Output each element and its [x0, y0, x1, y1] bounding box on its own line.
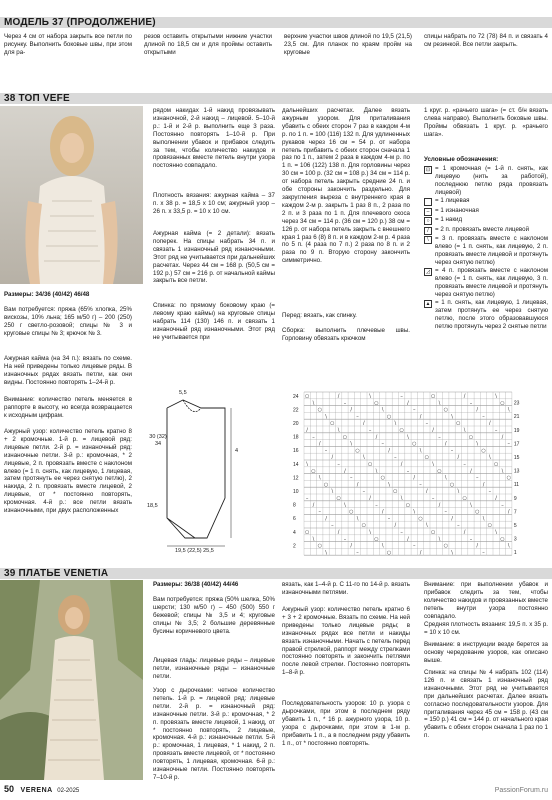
sec39-col4-p3: Внимание: в инструкции везде берется за основу чередование узоров, как описано выше. — [424, 641, 548, 664]
chart-symbol: – — [438, 434, 441, 441]
chart-symbol: \ — [394, 420, 397, 427]
chart-symbol: – — [457, 522, 460, 529]
chart-symbol: / — [369, 495, 371, 502]
knit-symbol — [424, 198, 432, 206]
chart-symbol: – — [343, 400, 347, 407]
legend-item: ⊡ = 1 кромочная (= 1-й п. снять, как лицевую (нить за работой), последнюю петлю ряда провязать лицевой) — [425, 164, 548, 196]
chart-symbol: – — [375, 502, 378, 509]
chart-symbol: \ — [507, 543, 510, 550]
chart-symbol: / — [331, 454, 334, 461]
chart-symbol: / — [444, 441, 447, 448]
chart-symbol: \ — [375, 468, 378, 475]
section-38-bar — [0, 93, 552, 104]
purl-symbol: – — [424, 208, 432, 216]
sec38-col1-p3: Внимание: количество петель меняется в раппорте в высоту, но всегда возвращается к исходным цифрам. — [4, 396, 132, 419]
sec38-col4-p1: 1 круг. р. «рачьего шага» (= ст. б/н вязать слева направо). Выполнить боковые швы. Проймы обвязать 1 круг. р. «рачьего шага». — [424, 107, 548, 138]
chart-symbol: \ — [344, 502, 346, 509]
chart-symbol: \ — [444, 475, 447, 482]
sec38-col3-p3: Сборка: выполнить плечевые швы. Горловину обвязать крючком — [282, 327, 410, 342]
chart-symbol: – — [482, 549, 485, 556]
chart-symbol: / — [318, 441, 321, 448]
chart-symbol: / — [344, 468, 346, 475]
chart-symbol: / — [407, 400, 409, 407]
chart-symbol: / — [476, 407, 479, 414]
chart-row-label: 18 — [293, 434, 299, 441]
sec39-col2-p3: Узор с дырочками: четное количество петель. 1-й р. = лицевой ряд: лицевые петли. 2-й р. = изнаночный ряд: изнаночные петли. 3-й р.: кромочная, * 2 п. провязать вместе лицевой, 1 накид, от * постоянно повторять, 2 лицевые, кромочная. 4-й р.: изнаночные петли. 5-й р.: кромочная, 1 лицевая, * 1 накид, 2 п. провязать вместе лицевой, от * постоянно повторять, 1 лицевая, кромочная. 6-й р.: изнаночные петли. Постоянно повторять 7–10-й р. — [153, 687, 275, 781]
chart-row-label: 14 — [293, 461, 299, 468]
chart-symbol: / — [407, 536, 409, 543]
sec39-col4-p2: Средняя плотность вязания: 19,5 п. х 35 р. = 10 х 10 см. — [424, 621, 548, 636]
chart-symbol: ○ — [386, 549, 392, 556]
chart-symbol: ○ — [311, 468, 316, 475]
chart-symbol: / — [463, 393, 466, 400]
chart-symbol: – — [381, 441, 384, 448]
chart-symbol: – — [482, 413, 485, 420]
chart-symbol: / — [482, 481, 485, 488]
legend-item: – = 1 изнаночная — [424, 207, 548, 216]
chart-symbol: \ — [312, 400, 315, 407]
chart-symbol: \ — [325, 413, 327, 420]
chart-symbol: \ — [438, 536, 441, 543]
chart-symbol: / — [426, 488, 428, 495]
chart-symbol: ○ — [475, 509, 480, 516]
chart-symbol: ○ — [430, 393, 436, 400]
chart-symbol: \ — [356, 515, 359, 522]
chart-row-label: 21 — [513, 414, 520, 421]
chart-symbol: ○ — [317, 543, 322, 550]
sec39-col4-p4: Спинка: на спицы № 4 набрать 102 (114) 126 п. и связать 1 изнаночный ряд изнаночными. Этот ряд не учитывается при дальнейших расчетах. Далее вязать согласно последовательности узоров. Для приталивания через 45 см = 158 р. (43 см = 150 р.) 41 см = 144 р. от начального края убавить с обеих сторон сначала 1 раз по 1 п. — [424, 669, 548, 740]
sec38-col3-p2: Перед: вязать, как спинку. — [282, 312, 357, 319]
chart-symbol: ○ — [336, 495, 341, 502]
chart-symbol: / — [337, 393, 340, 400]
chart-symbol: ○ — [481, 447, 486, 454]
chart-symbol: – — [305, 495, 309, 502]
chart-symbol: – — [356, 413, 359, 420]
chart-symbol: – — [362, 488, 366, 495]
chart-symbol: – — [331, 522, 334, 529]
dim-top-b: 4 — [235, 448, 239, 454]
magazine-name: VERENA — [20, 787, 53, 794]
chart-symbol: – — [425, 420, 429, 427]
chart-symbol: \ — [369, 393, 371, 400]
chart-symbol: \ — [463, 427, 466, 434]
chart-symbol: ○ — [374, 536, 379, 543]
chart-symbol: ○ — [493, 461, 499, 468]
chart-row-label: 5 — [513, 523, 517, 529]
chart-symbol: / — [350, 543, 353, 550]
dim-top-a: 5,5 — [179, 390, 187, 396]
chart-symbol: ○ — [304, 393, 310, 400]
chart-symbol: ○ — [418, 515, 423, 522]
chart-symbol: ○ — [412, 441, 417, 448]
chart-symbol: / — [507, 509, 510, 516]
dim-height: 30 (32) 34 — [149, 434, 167, 447]
chart-symbol: \ — [331, 488, 334, 495]
sec39-col2-p1: Вам потребуется: пряжа (50% шелка, 50% шерсти; 130 м/50 г) – 450 (500) 550 г бежевой; спицы № 3,5 и 4; круговые спицы № 3,5; 2 большие деревянные бусины коричневого цвета. — [153, 596, 275, 635]
chart-symbol: / — [470, 468, 472, 475]
chart-symbol: – — [356, 549, 359, 556]
chart-symbol: – — [476, 475, 479, 482]
legend-item: ▲ = 1 п. снять, как лицевую, 1 лицевая, затем протянуть ее через снятую петлю, после этого образовавшуюся петлю протянуть через 2 снятые петли — [425, 299, 548, 330]
chart-symbol: ○ — [349, 509, 354, 516]
chart-symbol: / — [388, 447, 390, 454]
sec38-col2-p2: Плотность вязания: ажурная кайма – 37 п. х 38 р. = 18,5 х 10 см; ажурный узор – 26 п. х 33,5 р. = 10 х 10 см. — [153, 192, 275, 215]
sk4-symbol: ◿ — [424, 268, 432, 276]
chart-symbol: ○ — [500, 536, 505, 543]
sk3-symbol: \ — [424, 236, 432, 244]
top-col-3: верхние участки швов длиной по 19,5 (21,5) 23,5 см. Для планок по краям пройм на круговые — [284, 33, 412, 56]
chart-symbol: \ — [495, 529, 497, 536]
chart-symbol: – — [469, 536, 473, 543]
edge-stitch-symbol: ⊡ — [425, 166, 431, 173]
chart-symbol: ○ — [304, 529, 310, 536]
chart-symbol: – — [413, 407, 416, 414]
legend-title: Условные обозначения: — [424, 156, 499, 163]
chart-symbol: \ — [451, 413, 453, 420]
chart-symbol: / — [325, 515, 327, 522]
chart-symbol: / — [381, 509, 384, 516]
chart-symbol: / — [457, 454, 460, 461]
chart-symbol: / — [312, 502, 315, 509]
chart-symbol: / — [451, 515, 453, 522]
chart-row-label: 7 — [513, 509, 517, 516]
chart-symbol: \ — [363, 454, 365, 461]
sec38-col1-p2: Ажурная кайма (на 34 п.): вязать по схеме. На ней приведены только лицевые ряды. В изнаночных рядах вязать петли, как они видны. Постоянно повторять 1–24-й р. — [4, 355, 132, 386]
chart-row-label: 15 — [513, 455, 520, 461]
chart-symbol: / — [413, 475, 416, 482]
chart-symbol: \ — [388, 481, 390, 488]
chart-symbol: ○ — [487, 522, 493, 529]
dim-side: 18,5 — [147, 503, 158, 509]
chart-symbol: \ — [337, 427, 340, 434]
chart-symbol: – — [431, 495, 435, 502]
sec38-col2-p4: Спинка: по прямому боковому краю (= левому краю каймы) на круговые спицы набрать 114 (130) 146 п. и связать 1 изнаночный ряд изнаночными. Этот ряд не учитывается при — [153, 302, 275, 341]
chart-symbol: – — [350, 475, 353, 482]
chart-symbol: – — [337, 461, 340, 468]
legend-item: = 1 лицевая — [424, 197, 548, 206]
sec39-col3-p3: Последовательность узоров: 10 р. узора с дырочками, при этом в последнем ряду убавить 1 п., * 16 р. ажурного узора, 10 р. узора с дырочками, при этом в 1-м р. прибавить 1 п., а в последнем ряду убавить 1 п., от * постоянно повторять. — [282, 700, 410, 747]
chart-symbol: / — [501, 434, 504, 441]
chart-symbol: ○ — [430, 529, 436, 536]
chart-symbol: ○ — [399, 427, 404, 434]
chart-row-label: 4 — [293, 529, 296, 536]
chart-symbol: \ — [507, 407, 510, 414]
chart-symbol: / — [350, 407, 353, 414]
chart-symbol: – — [501, 502, 504, 509]
chart-symbol: ○ — [437, 468, 442, 475]
chart-symbol: / — [375, 434, 378, 441]
chart-row-label: 17 — [513, 441, 520, 448]
chart-symbol: ○ — [380, 475, 385, 482]
chart-row-label: 11 — [513, 482, 520, 489]
chart-symbol: ○ — [367, 461, 373, 468]
chart-symbol: – — [488, 488, 492, 495]
chart-symbol: / — [463, 529, 466, 536]
chart-symbol: / — [363, 420, 365, 427]
chart-symbol: ○ — [424, 454, 430, 461]
watermark: PassionForum.ru — [494, 787, 548, 794]
chart-symbol: ○ — [456, 420, 461, 427]
chart-row-label: 1 — [513, 550, 517, 557]
chart-symbol: ○ — [449, 481, 455, 488]
chart-symbol: \ — [457, 488, 460, 495]
chart-symbol: – — [406, 468, 410, 475]
chart-symbol: \ — [426, 522, 428, 529]
chart-symbol: / — [476, 543, 479, 550]
chart-symbol: \ — [438, 400, 441, 407]
chart-symbol: ○ — [330, 420, 335, 427]
garment-schematic — [145, 388, 265, 560]
model-photo-dress — [0, 580, 143, 780]
chart-row-label: 10 — [293, 489, 299, 495]
chart-symbol: / — [419, 413, 422, 420]
chart-symbol: \ — [407, 434, 409, 441]
sec39-col2-p2: Лицевая гладь: лицевые ряды – лицевые петли, изнаночные ряды – изнаночные петли. — [153, 657, 275, 680]
chart-row-label: 3 — [513, 536, 517, 543]
chart-symbol: – — [312, 434, 315, 441]
chart-symbol: / — [337, 529, 340, 536]
chart-symbol: ○ — [443, 543, 448, 550]
chart-symbol: ○ — [323, 481, 329, 488]
chart-row-label: 12 — [293, 475, 299, 482]
chart-symbol: \ — [419, 447, 422, 454]
section-38-title: 38 ТОП VEFE — [4, 93, 70, 104]
chart-row-label: 13 — [513, 468, 520, 475]
chart-symbol: \ — [381, 543, 384, 550]
legend-item: \ = 3 п. провязать вместе с наклоном влево (= 1 п. снять, как лицевую, 2 п. провязать вместе лицевой и протянуть через снятую петлю) — [424, 235, 548, 267]
chart-symbol: – — [343, 536, 347, 543]
chart-symbol: ○ — [443, 407, 448, 414]
chart-symbol: ○ — [317, 407, 322, 414]
chart-symbol: \ — [413, 509, 416, 516]
chart-symbol: – — [507, 441, 510, 448]
chart-row-label: 20 — [293, 421, 299, 427]
chart-symbol: ○ — [355, 447, 360, 454]
chart-symbol: \ — [501, 468, 504, 475]
legend-item: / = 2 п. провязать вместе лицевой — [424, 226, 548, 235]
issue: 02-2025 — [57, 788, 80, 794]
chart-row-label: 6 — [293, 516, 296, 523]
chart-symbol: \ — [400, 495, 403, 502]
chart-symbol: ○ — [393, 488, 398, 495]
chart-symbol: – — [450, 447, 454, 454]
chart-row-label: 2 — [293, 543, 296, 550]
chart-symbol: – — [387, 515, 391, 522]
chart-row-label: 19 — [513, 427, 520, 434]
chart-symbol: / — [400, 461, 403, 468]
chart-symbol: / — [394, 522, 397, 529]
chart-symbol: \ — [489, 454, 491, 461]
chart-symbol: – — [324, 447, 328, 454]
chart-symbol: – — [400, 529, 403, 536]
chart-symbol: \ — [325, 549, 327, 556]
chart-symbol: – — [494, 427, 498, 434]
chart-symbol: – — [419, 481, 422, 488]
double-decrease-symbol: ▲ — [425, 301, 431, 308]
k2tog-symbol: / — [424, 227, 432, 235]
chart-symbol: / — [438, 502, 441, 509]
chart-symbol: – — [413, 543, 416, 550]
chart-symbol: ○ — [468, 434, 474, 441]
chart-symbol: / — [495, 495, 497, 502]
model-photo-top — [0, 106, 143, 284]
top-col-1: Через 4 см от набора закрыть все петли по рисунку. Выполнить боковые швы, при этом для ра- — [4, 33, 132, 56]
chart-symbol: / — [489, 420, 491, 427]
sec38-col2-p1: рядом накидах 1-й накид провязывать изнаночной, 2-й накид – лицевой. 5–10-й р.: 1-й и 2-й р. выполнить еще 3 раза. Постоянно повторять 1–10-й р. При выполнении убавок и прибавок следить за тем, чтобы количество накидов и провязанных вместе петель внутри узора постоянно совпадало. — [153, 107, 275, 170]
chart-symbol: – — [444, 509, 447, 516]
page-number: 50 — [4, 784, 15, 794]
footer — [4, 784, 79, 794]
chart-symbol: \ — [495, 393, 497, 400]
chart-row-label: 8 — [293, 502, 296, 509]
sec38-col3-p1: дальнейших расчетах. Далее вязать ажурным узором. Для приталивания убавить с обеих сторон 7 раз в каждом 4-м р. по 1 п. = 100 (116) 132 п. Для удлиненных рукавов через 16 см = 54 р. от набора петель прибавить с обеих сторон сначала 1 раз по 1 п., затем 2 раза в каждом 4-м р. по 1 п. = 106 (122) 138 п. Для горловины через 30 см = 100 р. (32 см = 108 р.) 34 см = 114 р. от набора петель закрыть средние 24 п. и обе стороны закончить раздельно. Для закругления выреза с внутреннего края в каждом 2-м р. закрыть 1 раз 8 п., 2 раза по 2 п. и 3 раза по 1 п. Для плечевого скоса через 34 см = 114 р. (36 см = 120 р.) 38 см = 126 р. от набора петель закрыть с внешнего края 1 раз 6 (8) 8 п. и в каждом 2-м р. 4 раза по 5 п. (4 раза по 7 п.) 2 раза по 8 п. и 2 раза по 9 п. Вторую сторону закончить симметрично. — [282, 107, 410, 265]
chart-symbol: ○ — [506, 475, 511, 482]
sec39-col4-p1: Внимание: при выполнении убавок и прибавок следить за тем, чтобы количество накидов и провязанных вместе петель внутри узора постоянно совпадало. — [424, 581, 548, 620]
chart-symbol: / — [356, 481, 359, 488]
knitting-chart — [292, 390, 524, 564]
chart-symbol: \ — [369, 529, 371, 536]
chart-symbol: \ — [381, 407, 384, 414]
chart-row-label: 22 — [293, 407, 299, 414]
chart-row-label: 23 — [513, 400, 520, 407]
chart-symbol: – — [394, 454, 397, 461]
chart-symbol: / — [432, 427, 434, 434]
chart-symbol: \ — [318, 475, 321, 482]
sec38-col1-p4: Ажурный узор: количество петель кратно 8 + 2 кромочные. 1-й р. = лицевой ряд: лицевые петли. 2-й р. = изнаночный ряд: изнаночные петли. 3-й р.: кромочная, * 2 лицевые, 2 п. провязать вместе с наклоном влево (= 1 п. снять, как лицевую, 1 лицевая, затем протянуть ее через снятую петлю), 2 накида, 2 п. провязать вместе лицевой, 2 лицевые, от * постоянно повторять, кромочная. 4-й р.: все петли вязать изнаночными, при двух расположенных — [4, 428, 132, 515]
chart-row-label: 9 — [513, 495, 517, 502]
chart-symbol: / — [306, 427, 308, 434]
legend-item: ◿ = 4 п. провязать вместе с наклоном влево (= 1 п. снять, как лицевую, 3 п. провязать вместе лицевой и протянуть через снятую петлю) — [424, 267, 548, 299]
sec39-col3-p1: вязать, как 1–4-й р. С 11-го по 14-й р. вязать изнаночными петлями. — [282, 581, 410, 596]
chart-symbol: ○ — [342, 434, 348, 441]
chart-symbol: \ — [432, 461, 434, 468]
chart-symbol: – — [463, 461, 466, 468]
chart-symbol: \ — [350, 441, 353, 448]
top-col-4: спицы набрать по 72 (78) 84 п. и связать 4 см резинкой. Все петли закрыть. — [424, 33, 548, 48]
chart-symbol: ○ — [462, 495, 467, 502]
chart-row-label: 16 — [293, 448, 299, 455]
chart-symbol: \ — [451, 549, 453, 556]
chart-symbol: – — [469, 400, 473, 407]
yarn-over-symbol: ○ — [424, 217, 432, 225]
legend-item: ○ = 1 накид — [424, 216, 548, 225]
chart-symbol: ○ — [361, 522, 367, 529]
chart-symbol: – — [368, 427, 372, 434]
chart-symbol: ○ — [405, 502, 411, 509]
legend — [424, 156, 548, 331]
chart-symbol: / — [419, 549, 422, 556]
chart-symbol: \ — [476, 441, 479, 448]
top-col-2: резов оставить открытыми нижние участки длиной по 18,5 см и для проймы оставить открытыми — [144, 33, 272, 56]
sec39-col3-p2: Ажурный узор: количество петель кратно 6 + 3 + 2 кромочные. Вязать по схеме. На ней приведены только лицевые ряды; в изнаночных рядах все петли и накиды вязать изнаночными. Начать с петель перед правой стрелкой, раппорт между стрелками постоянно повторять и закончить петлями после левой стрелки. Постоянно повторять 1–8-й р. — [282, 606, 410, 677]
sec38-col1-p1: Вам потребуется: пряжа (65% хлопка, 25% вискозы, 10% льна; 165 м/50 г) – 200 (250) 250 г светло-розовой; спицы № 3 и круговые спицы № 3; крючок № 3. — [4, 306, 132, 337]
chart-symbol: \ — [306, 461, 308, 468]
dim-width: 19,5 (22,5) 25,5 — [175, 548, 214, 554]
section-39-title: 39 ПЛАТЬЕ VENETIA — [4, 568, 109, 579]
sec39-sizes: Размеры: 36/38 (40/42) 44/46 — [153, 581, 239, 588]
page-title: МОДЕЛЬ 37 (ПРОДОЛЖЕНИЕ) — [4, 17, 156, 28]
chart-symbol: ○ — [500, 400, 505, 407]
chart-symbol: \ — [470, 502, 472, 509]
chart-symbol: ○ — [374, 400, 379, 407]
chart-symbol: \ — [312, 536, 315, 543]
sec38-col2-p3: Ажурная кайма (= 2 детали): вязать поперек. На спицы набрать 34 п. и связать 1 изнаночный ряд изнаночными. Этот ряд не учитывается при дальнейших расчетах. Через 44 см = 168 р. (50,5 см = 192 р.) 57 см = 216 р. от начальной каймы закрыть все петли. — [153, 230, 275, 285]
chart-symbol: \ — [482, 515, 485, 522]
sec38-sizes: Размеры: 34/36 (40/42) 46/48 — [4, 291, 90, 298]
chart-symbol: – — [318, 509, 321, 516]
chart-row-label: 24 — [293, 393, 299, 400]
chart-symbol: – — [400, 393, 403, 400]
chart-symbol: ○ — [386, 413, 392, 420]
